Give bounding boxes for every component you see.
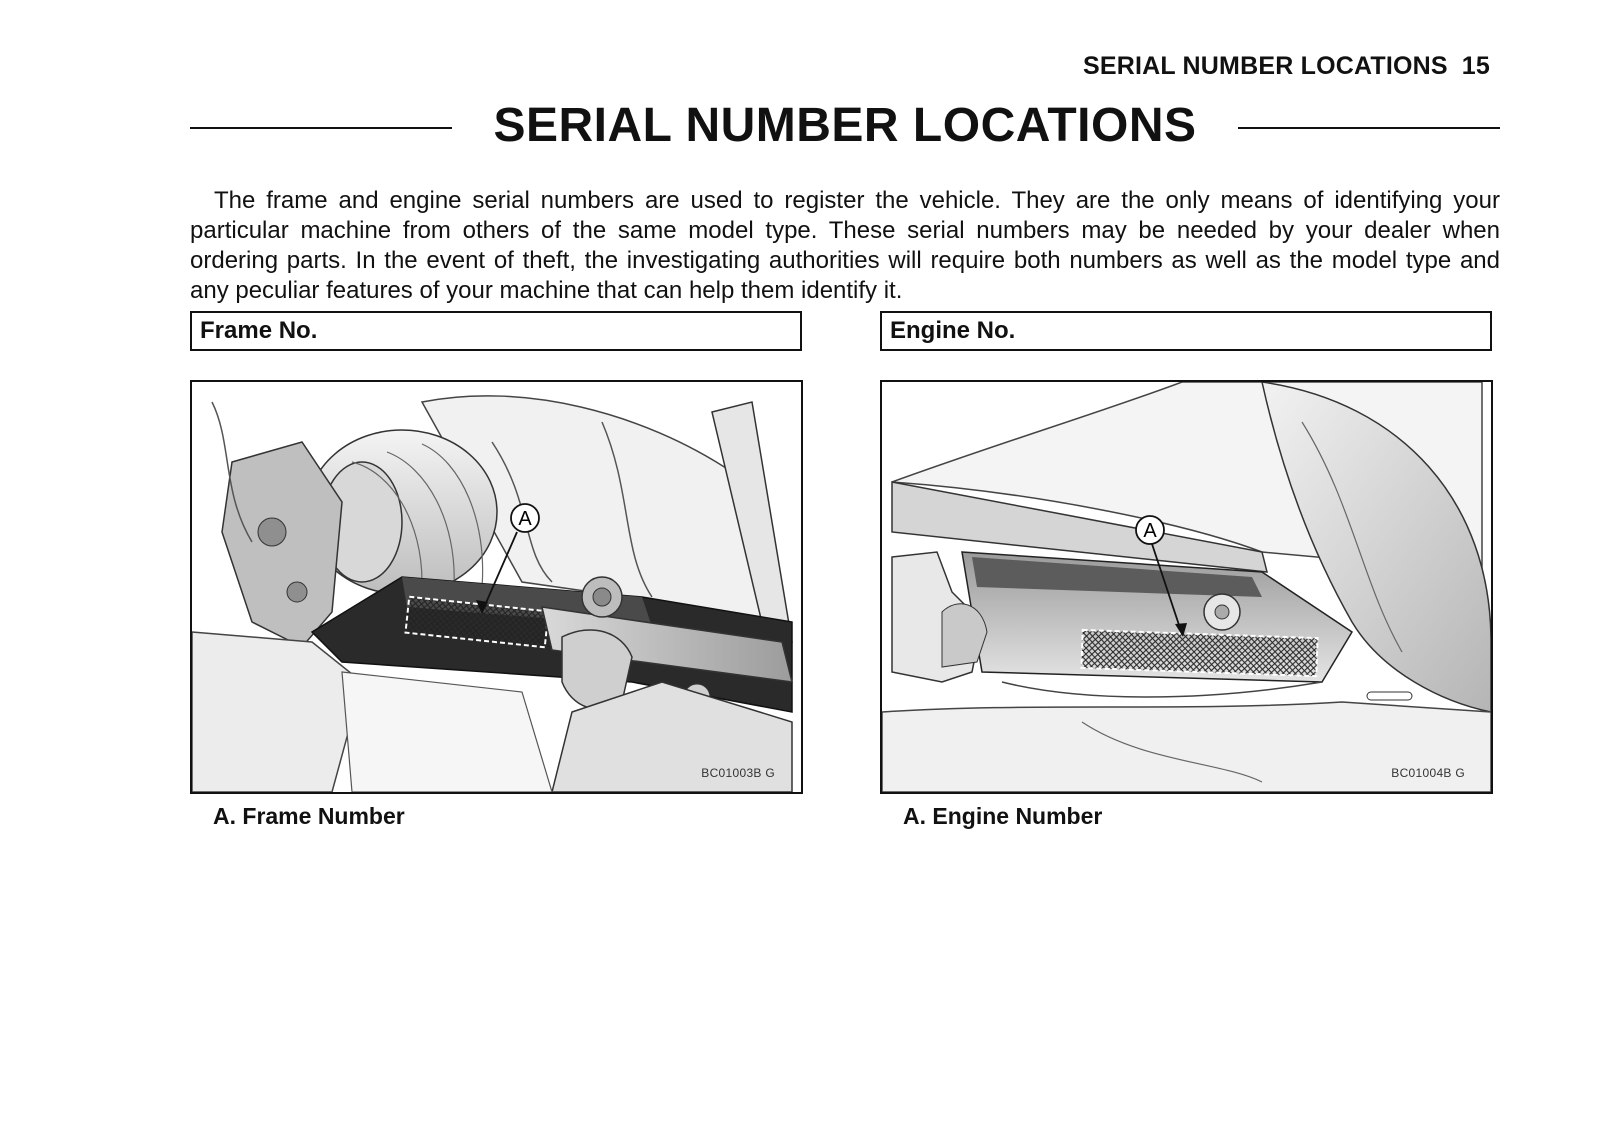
engine-illustration-drawing [882,382,1491,792]
frame-caption: A. Frame Number [213,803,405,829]
running-head-title: SERIAL NUMBER LOCATIONS [1082,52,1448,80]
page-number: 15 [1461,52,1490,80]
title-row [190,96,1500,156]
frame-number-illustration [190,380,803,794]
frame-illustration-drawing [192,382,801,792]
engine-number-field: Engine No. [880,311,1492,351]
title-rule-right [1238,127,1500,129]
frame-figure-code: BC01003B G [701,766,775,780]
page-title: SERIAL NUMBER LOCATIONS [493,99,1197,152]
intro-paragraph: The frame and engine serial numbers are used to register the vehicle. They are the only means of identifying your particular machine from others of the same model type. These serial numbers may be needed by your dealer when ordering parts. In the event of theft, the investigating authorities will require both numbers as well as the model type and any peculiar features of your machine that can help them identify it. [190,187,1500,304]
frame-number-field: Frame No. [190,311,802,351]
running-head [1083,52,1490,81]
frame-callout-letter: A [518,508,532,530]
engine-caption: A. Engine Number [903,803,1103,829]
engine-callout-letter: A [1143,520,1157,542]
engine-number-illustration [880,380,1493,794]
engine-figure-code: BC01004B G [1391,766,1465,780]
